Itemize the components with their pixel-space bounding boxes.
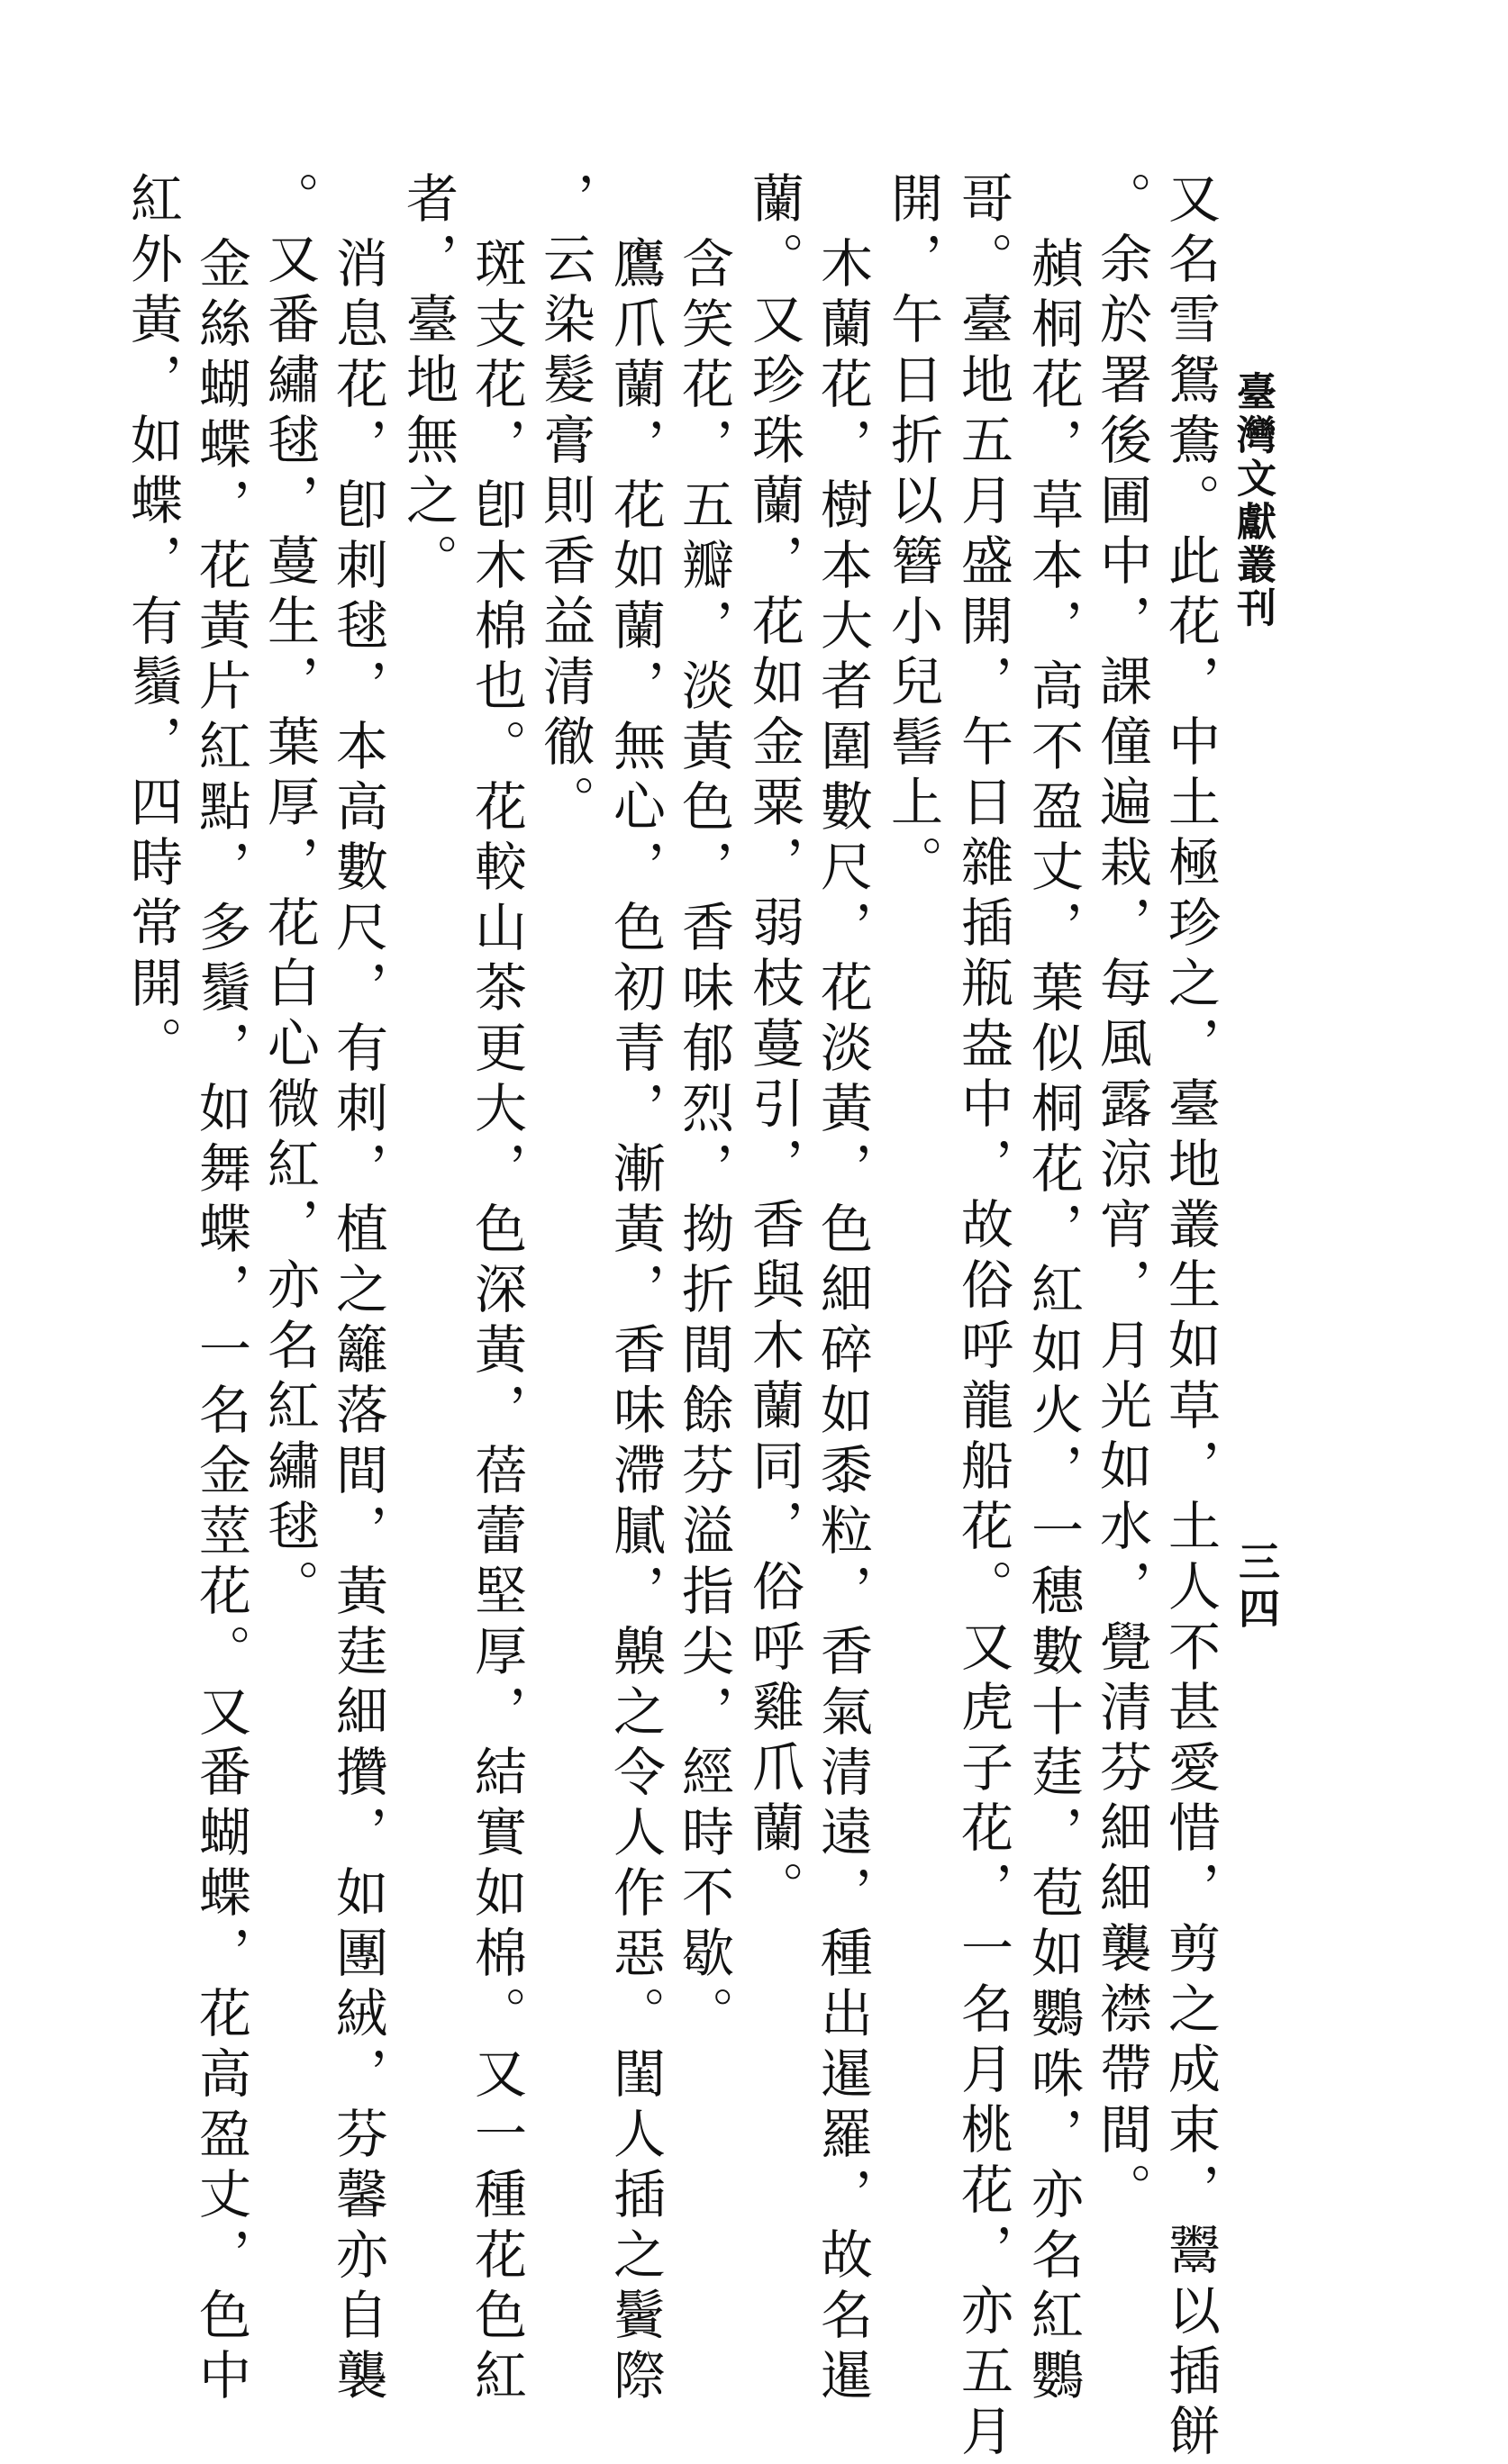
text-column-16: 紅外黃，如蝶，有鬚，四時常開。 [122,171,183,1076]
text-column-4: 哥。臺地五月盛開，午日雜插瓶盎中，故俗呼龍船花。又虎子花，一名月桃花，亦五月 [952,171,1013,2464]
text-column-9: 鷹爪蘭，花如蘭，無心，色初青，漸黃，香味滯膩，齅之令人作惡。閨人插之鬢際 [604,236,666,2408]
text-column-8: 含笑花，五瓣，淡黃色，香味郁烈，拗折間餘芬溢指尖，經時不歇。 [673,236,734,2046]
text-column-13: 消息花，卽刺毬，本高數尺，有刺，植之籬落間，黃莛細攢，如團絨，芬馨亦自襲 [327,236,388,2408]
text-column-3: 赬桐花，草本，高不盈丈，葉似桐花，紅如火，一穗數十莛，苞如鸚咮，亦名紅鸚 [1022,236,1084,2408]
text-column-12: 者，臺地無之。 [397,171,459,593]
text-column-11: 斑支花，卽木棉也。花較山茶更大，色深黃，蓓蕾堅厚，結實如棉。又一種花色紅 [466,236,527,2408]
text-column-6: 木蘭花，樹本大者圍數尺，花淡黃，色細碎如黍粒，香氣清遠，種出暹羅，故名暹 [812,236,873,2408]
text-column-1: 又名雪鴛鴦。此花，中土極珍之，臺地叢生如草，土人不甚愛惜，剪之成束，鬻以插餅 [1159,171,1221,2464]
text-column-10: ，云染髮膏則香益清徹。 [534,171,595,835]
page-number: 三四 [1232,1540,1281,1634]
text-column-5: 開，午日折以簪小兒髻上。 [882,171,943,895]
text-column-14: 。又番繡毬，蔓生，葉厚，花白心微紅，亦名紅繡毬。 [259,171,320,1619]
text-column-15: 金絲蝴蝶，花黃片紅點，多鬚，如舞蝶，一名金莖花。又番蝴蝶，花高盈丈，色中 [190,236,251,2408]
text-column-2: 。余於署後圃中，課僮遍栽，每風露涼宵，月光如水，覺清芬細細襲襟帶間。 [1091,171,1152,2223]
text-column-7: 蘭。又珍珠蘭，花如金粟，弱枝蔓引，香與木蘭同，俗呼雞爪蘭。 [743,171,804,1921]
book-title: 臺灣文獻叢刊 [1230,371,1276,630]
